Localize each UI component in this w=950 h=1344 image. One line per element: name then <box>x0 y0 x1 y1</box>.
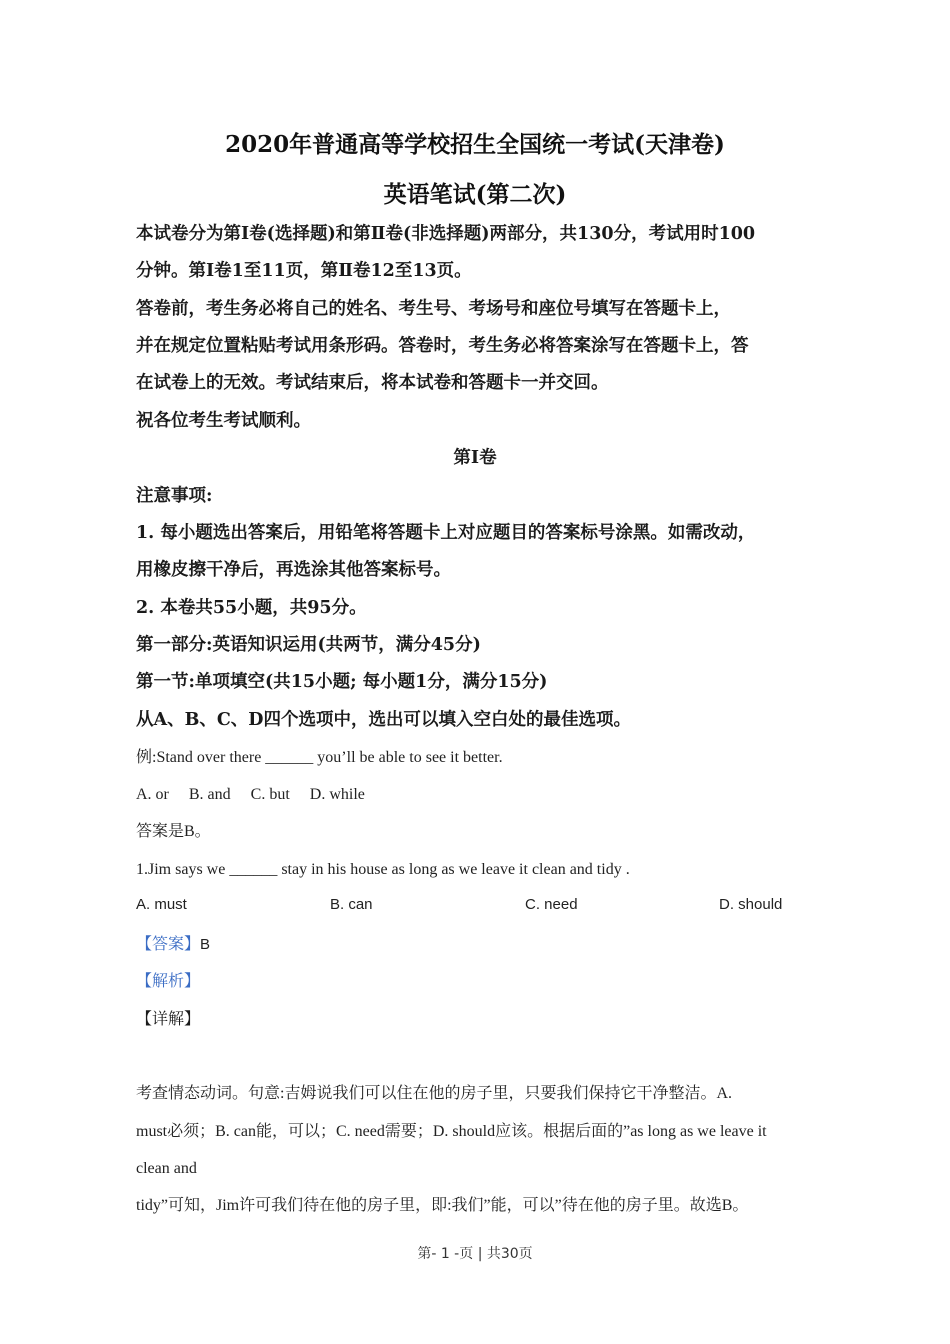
answer-tag: 【答案】 <box>136 934 201 953</box>
detail-row <box>136 1007 826 1031</box>
detail-tag: 【详解】 <box>136 1009 201 1028</box>
intro-line-3: 答卷前，考生务必将自己的姓名、考生号、考场号和座位号填写在答题卡上， <box>136 299 731 319</box>
question-1-stem: 1.Jim says we ______ stay in his house as long as we leave it clean and tidy . <box>136 861 630 878</box>
answer-row <box>136 932 826 957</box>
note-2: 2. 本卷共55小题，共95分。 <box>136 598 367 618</box>
section-1-heading: 第一节:单项填空(共15小题; 每小题1分，满分15分) <box>136 672 548 692</box>
exam-subtitle: 英语笔试(第二次) <box>383 181 567 208</box>
explanation-line-3: clean and <box>136 1160 197 1177</box>
intro-line-4: 并在规定位置粘贴考试用条形码。答卷时，考生务必将答案涂写在答题卡上，答 <box>136 336 749 356</box>
example-stem: 例:Stand over there ______ you’ll be able to see it better. <box>136 749 503 766</box>
note-1a: 1. 每小题选出答案后，用铅笔将答题卡上对应题目的答案标号涂黑。如需改动， <box>136 523 756 543</box>
exam-title: 2020年普通高等学校招生全国统一考试(天津卷) <box>225 131 725 158</box>
intro-line-2: 分钟。第Ⅰ卷1至11页，第Ⅱ卷12至13页。 <box>136 261 472 281</box>
question-1-option-b: B. can <box>330 896 373 913</box>
example-answer: 答案是B。 <box>136 823 211 840</box>
analysis-tag: 【解析】 <box>136 971 201 990</box>
intro-line-5: 在试卷上的无效。考试结束后，将本试卷和答题卡一并交回。 <box>136 373 609 393</box>
intro-line-1: 本试卷分为第Ⅰ卷(选择题)和第Ⅱ卷(非选择题)两部分，共130分，考试用时100 <box>136 224 756 244</box>
part-1-heading: 第一部分:英语知识运用(共两节，满分45分) <box>136 635 481 655</box>
explanation-line-4: tidy”可知，Jim许可我们待在他的房子里，即:我们”能，可以”待在他的房子里。故选B。 <box>136 1197 749 1214</box>
note-1b: 用橡皮擦干净后，再选涂其他答案标号。 <box>136 560 451 580</box>
question-1-option-a: A. must <box>136 896 187 913</box>
volume-heading: 第Ⅰ卷 <box>453 448 497 468</box>
analysis-row <box>136 969 826 993</box>
question-1-option-c: C. need <box>525 896 578 913</box>
page-footer: 第- 1 -页 | 共30页 <box>417 1246 533 1262</box>
instruction: 从A、B、C、D四个选项中，选出可以填入空白处的最佳选项。 <box>136 710 631 730</box>
answer-value: B <box>200 936 211 953</box>
question-1-option-d: D. should <box>719 896 783 913</box>
explanation-line-1: 考查情态动词。句意:吉姆说我们可以住在他的房子里，只要我们保持它干净整洁。A. <box>136 1085 733 1102</box>
notes-title: 注意事项: <box>136 486 213 506</box>
intro-line-6: 祝各位考生考试顺利。 <box>136 411 311 431</box>
explanation-line-2: must必须；B. can能，可以；C. need需要；D. should应该。根据后面的”as long as we leave it <box>136 1123 767 1140</box>
example-options: A. or B. and C. but D. while <box>136 786 365 803</box>
